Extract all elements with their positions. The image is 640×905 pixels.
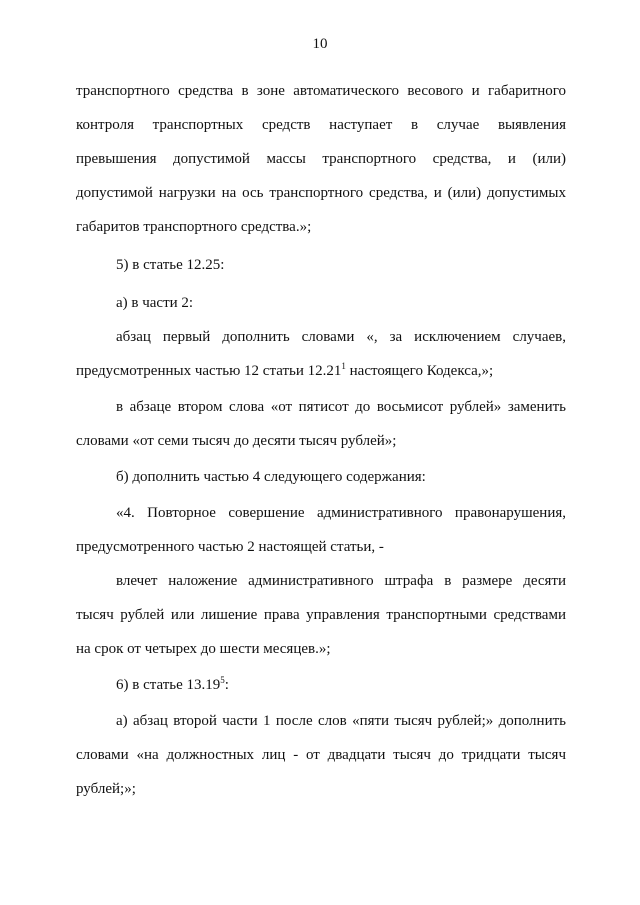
text-fragment: 6) в статье 13.19: [116, 677, 221, 693]
text-line: абзац первый дополнить словами «, за исключением случаев,: [116, 329, 566, 345]
text-line: влечет наложение административного штрафа в размере десяти: [116, 573, 566, 589]
text-line: [76, 668, 566, 702]
text-line: а) абзац второй части 1 после слов «пяти тысяч рублей;» дополнить: [116, 713, 566, 729]
paragraph-item-5: [76, 248, 566, 282]
text-line: рублей;»;: [76, 781, 136, 797]
superscript: 5: [220, 675, 225, 685]
text-line: допустимой нагрузки на ось транспортного средства, и (или) допустимых: [76, 185, 566, 201]
text-fragment: :: [224, 677, 229, 693]
text-line: на срок от четырех до шести месяцев.»;: [76, 641, 331, 657]
page-number: 10: [312, 36, 328, 52]
text-line: в абзаце втором слова «от пятисот до восьмисот рублей» заменить: [116, 399, 566, 415]
paragraph-part-4: [76, 496, 566, 564]
text-fragment: настоящего Кодекса,»;: [345, 363, 494, 379]
paragraph-abzac-second: [76, 390, 566, 458]
text-line: превышения допустимой массы транспортного средства, и (или): [76, 151, 566, 167]
superscript: 1: [341, 361, 346, 371]
text-fragment: предусмотренных частью 12 статьи 12.21: [76, 363, 342, 379]
text-line: «4. Повторное совершение административного правонарушения,: [116, 505, 566, 521]
paragraph-subitem-b: [76, 460, 566, 494]
paragraph-subitem-a: [76, 286, 566, 320]
text-line: [76, 354, 566, 388]
paragraph-item-6-a: [76, 704, 566, 806]
text-line: словами «на должностных лиц - от двадцати тысяч до тридцати тысяч: [76, 747, 566, 763]
paragraph-item-6: [76, 668, 566, 702]
text-line: 5) в статье 12.25:: [116, 257, 225, 273]
text-line: б) дополнить частью 4 следующего содержания:: [116, 469, 426, 485]
paragraph-penalty: [76, 564, 566, 666]
text-line: габаритов транспортного средства.»;: [76, 219, 312, 235]
text-line: словами «от семи тысяч до десяти тысяч рублей»;: [76, 433, 397, 449]
paragraph-continuation: [76, 74, 566, 244]
text-line: а) в части 2:: [116, 295, 194, 311]
paragraph-abzac-first: [76, 320, 566, 388]
text-line: тысяч рублей или лишение права управления транспортными средствами: [76, 607, 566, 623]
text-line: предусмотренного частью 2 настоящей статьи, -: [76, 539, 384, 555]
text-line: контроля транспортных средств наступает в случае выявления: [76, 117, 566, 133]
text-line: транспортного средства в зоне автоматического весового и габаритного: [76, 83, 566, 99]
